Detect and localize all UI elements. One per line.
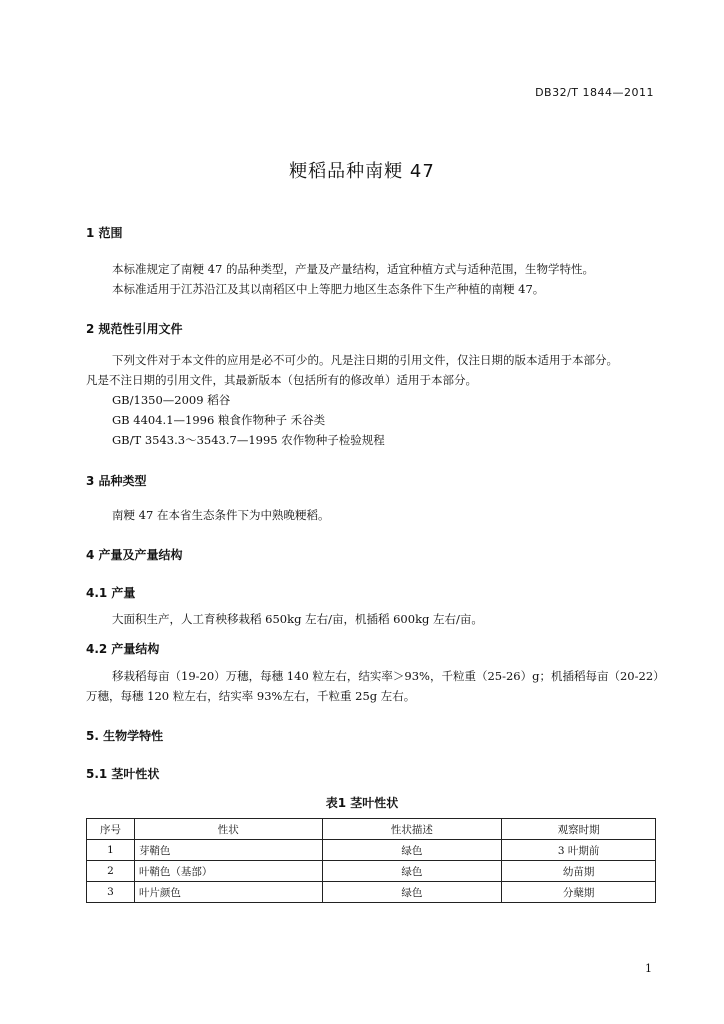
table-cell-period: 3 叶期前: [502, 840, 656, 861]
table-header-cell: 观察时期: [502, 819, 656, 840]
table-caption: 表1 茎叶性状: [325, 796, 399, 810]
table-cell-period: 幼苗期: [502, 861, 656, 882]
section-4-heading: 4 产量及产量结构: [86, 548, 183, 562]
section-5-heading: 5. 生物学特性: [86, 729, 164, 743]
table-row: [87, 861, 656, 882]
table-cell-period: 分蘖期: [502, 882, 656, 903]
page-number: 1: [645, 962, 652, 975]
table-cell-trait: 叶鞘色（基部）: [134, 861, 322, 882]
reference-item: GB 4404.1—1996 粮食作物种子 禾谷类: [112, 413, 326, 427]
table-cell-trait: 芽鞘色: [134, 840, 322, 861]
section-1-paragraph-2: 本标准适用于江苏沿江及其以南稻区中上等肥力地区生态条件下生产种植的南粳 47。: [112, 282, 545, 296]
table-cell-trait: 叶片颜色: [134, 882, 322, 903]
table-cell-description: 绿色: [322, 861, 502, 882]
section-3-paragraph: 南粳 47 在本省生态条件下为中熟晚粳稻。: [112, 508, 330, 522]
table-row: [87, 840, 656, 861]
section-3-heading: 3 品种类型: [86, 474, 147, 488]
section-1-heading: 1 范围: [86, 226, 123, 240]
reference-item: GB/1350—2009 稻谷: [112, 393, 231, 407]
stem-leaf-traits-table: [86, 818, 656, 903]
document-title: 粳稻品种南粳 47: [289, 161, 435, 182]
section-4-1-heading: 4.1 产量: [86, 586, 136, 600]
section-4-2-paragraph-line-1: 移栽稻每亩（19-20）万穗，每穗 140 粒左右，结实率＞93%，千粒重（25-26）g；机插稻每亩（20-22）: [112, 669, 665, 683]
table-header-row: [87, 819, 656, 840]
table-row: [87, 882, 656, 903]
standard-code: DB32/T 1844—2011: [535, 86, 654, 99]
section-2-paragraph-line-1: 下列文件对于本文件的应用是必不可少的。凡是注日期的引用文件，仅注日期的版本适用于本部分。: [112, 353, 618, 367]
table-header-cell: 性状描述: [322, 819, 502, 840]
section-4-1-paragraph: 大面积生产，人工育秧移栽稻 650kg 左右/亩，机插稻 600kg 左右/亩。: [112, 612, 483, 626]
section-2-heading: 2 规范性引用文件: [86, 322, 183, 336]
table-header-cell: 序号: [87, 819, 135, 840]
section-4-2-heading: 4.2 产量结构: [86, 642, 160, 656]
table-cell-description: 绿色: [322, 882, 502, 903]
section-2-paragraph-line-2: 凡是不注日期的引用文件，其最新版本（包括所有的修改单）适用于本部分。: [86, 373, 477, 387]
section-4-2-paragraph-line-2: 万穗，每穗 120 粒左右，结实率 93%左右，千粒重 25g 左右。: [86, 689, 416, 703]
reference-item: GB/T 3543.3～3543.7—1995 农作物种子检验规程: [112, 433, 385, 447]
table-cell-index: 2: [87, 861, 135, 882]
table-cell-index: 3: [87, 882, 135, 903]
section-1-paragraph-1: 本标准规定了南粳 47 的品种类型，产量及产量结构，适宜种植方式与适种范围，生物学特性。: [112, 262, 594, 276]
section-5-1-heading: 5.1 茎叶性状: [86, 767, 160, 781]
table-cell-index: 1: [87, 840, 135, 861]
table-cell-description: 绿色: [322, 840, 502, 861]
table-header-cell: 性状: [134, 819, 322, 840]
